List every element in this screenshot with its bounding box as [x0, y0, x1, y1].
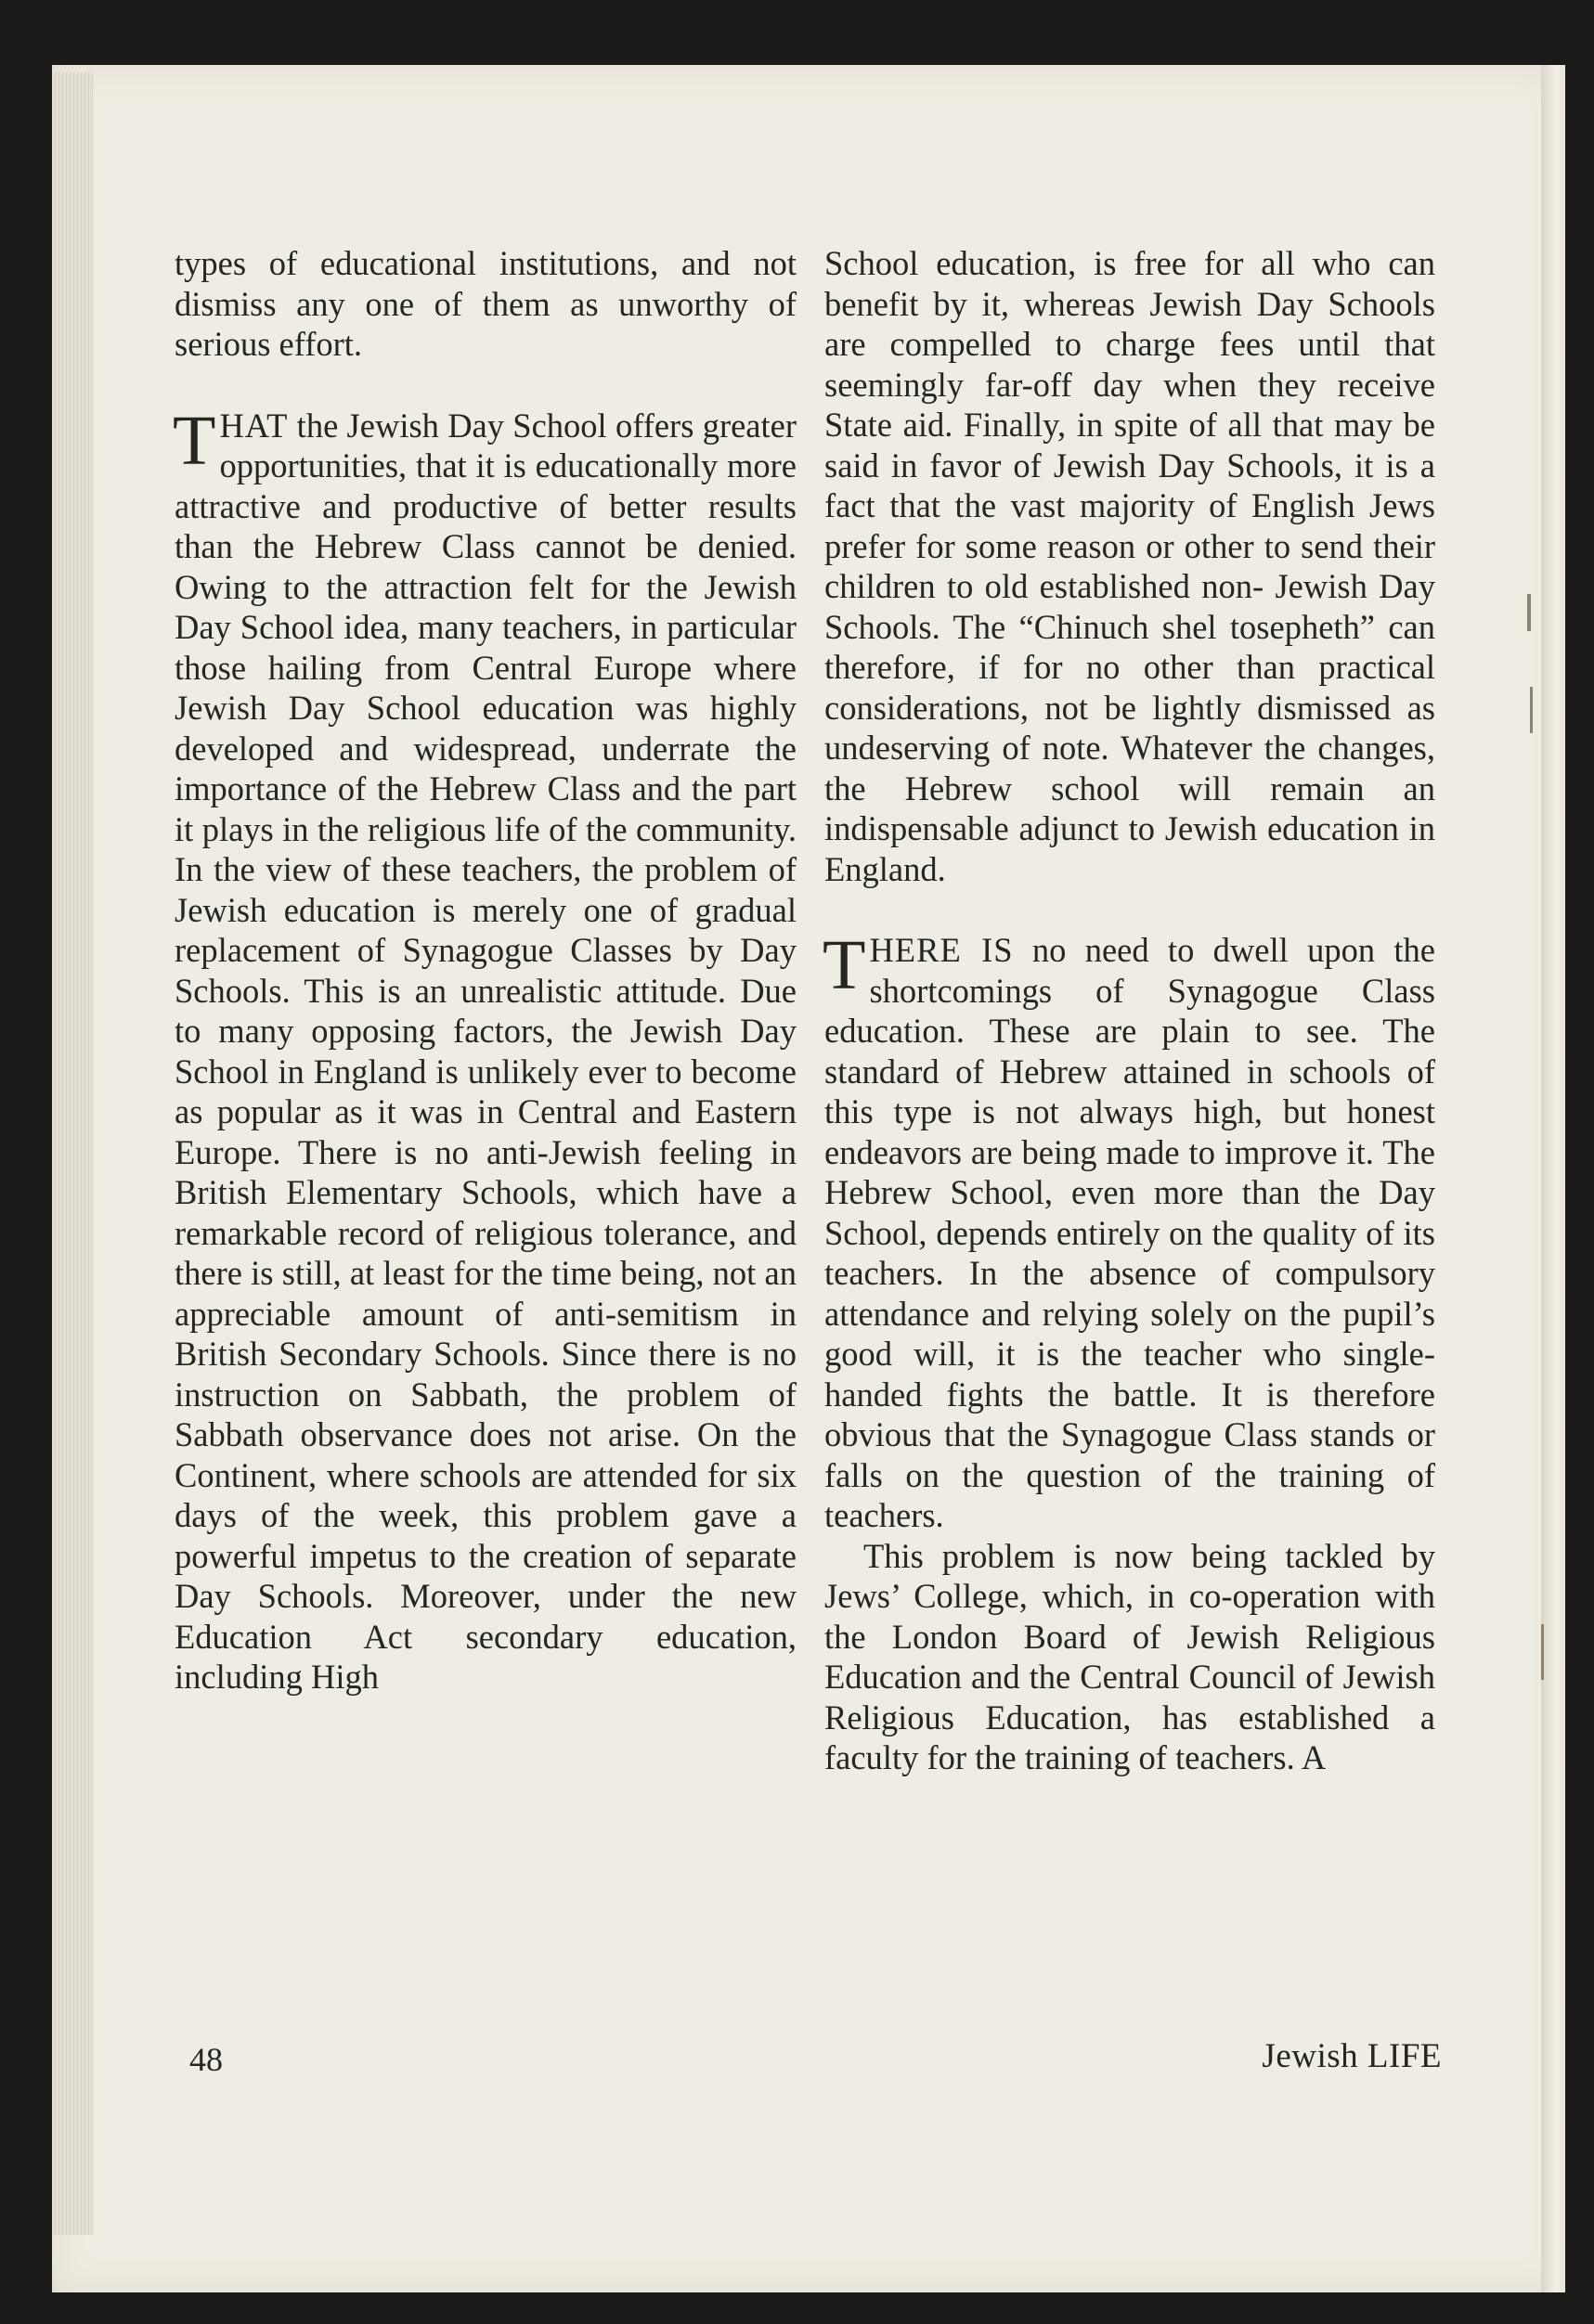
section-paragraph	[173, 401, 797, 1698]
lead-in: HERE IS	[869, 931, 1014, 969]
paragraph-text: no need to dwell upon the shortcomings of Synagogue Class education. These are plain to see. The standard of Hebrew attained in schools of this type is not always high, but honest endeavors are being made to improve it. The Hebrew School, even more than the Day School, depends entirely on the quality of its teachers. In the absence of compulsory attendance and relying solely on the pupil’s good will, it is the teacher who single-handed fights the battle. It is therefore obvious that the Synagogue Class stands or falls on the question of the training of teachers.	[824, 931, 1436, 1534]
paragraph: This problem is now being tackled by Jews’ College, which, in co-operation with the London Board of Jewish Religious Education and the Central Council of Jewish Religious Education, has established a faculty for the training of teachers. A	[824, 1536, 1435, 1776]
margin-mark	[1541, 1624, 1544, 1680]
lead-in: HAT	[219, 406, 289, 445]
page-number: 48	[189, 2041, 223, 2078]
paragraph: School education, is free for all who can benefit by it, whereas Jewish Day Schools are compelled to charge fees until that seemingly far-off day when they receive State aid. Finally, in spite of all that may be said in favor of Jewish Day Schools, it is a fact that the vast majority of English Jews prefer for some reason or other to send their children to old established non- Jewish Day Schools. The “Chinuch shel tosepheth” can therefore, if for no other than practical considerations, not be lightly dismissed as undeserving of note. Whatever the changes, the Hebrew school will remain an indispensable adjunct to Jewish education in England.	[824, 244, 1435, 888]
section-paragraph	[823, 926, 1436, 1536]
paragraph-text: the Jewish Day School offers greater opportunities, that it is educationally more attractive and productive of better results than the Hebrew Class cannot be denied. Owing to the attraction felt for the Jewish Day School idea, many teachers, in particular those hailing from Central Europe where Jewish Day School education was highly developed and widespread, underrate the importance of the Hebrew Class and the part it plays in the religious life of the community. In the view of these teachers, the problem of Jewish education is merely one of gradual replacement of Synagogue Classes by Day Schools. This is an unrealistic attitude. Due to many opposing factors, the Jewish Day School in England is unlikely ever to become as popular as it was in Central and Eastern Europe. There is no anti-Jewish feeling in British Elementary Schools, which have a remarkable record of religious tolerance, and there is still, at least for the time being, not an appreciable amount of anti-semitism in British Secondary Schools. Since there is no instruction on Sabbath, the problem of Sabbath observance does not arise. On the Continent, where schools are attended for six days of the week, this problem gave a powerful impetus to the creation of separate Day Schools. Moreover, under the new Education Act secondary education, including High	[175, 406, 797, 1696]
page-gutter	[1541, 65, 1565, 2292]
drop-cap: T	[173, 401, 216, 480]
margin-mark	[1527, 594, 1531, 631]
left-column	[175, 243, 797, 1698]
running-footer: Jewish LIFE	[1262, 2037, 1442, 2075]
page-stack-edges	[52, 72, 93, 2235]
right-column	[824, 243, 1435, 1778]
drop-cap: T	[823, 926, 866, 1004]
margin-mark	[1530, 687, 1533, 733]
paragraph: types of educational institutions, and not dismiss any one of them as unworthy of serious effort.	[175, 244, 797, 363]
